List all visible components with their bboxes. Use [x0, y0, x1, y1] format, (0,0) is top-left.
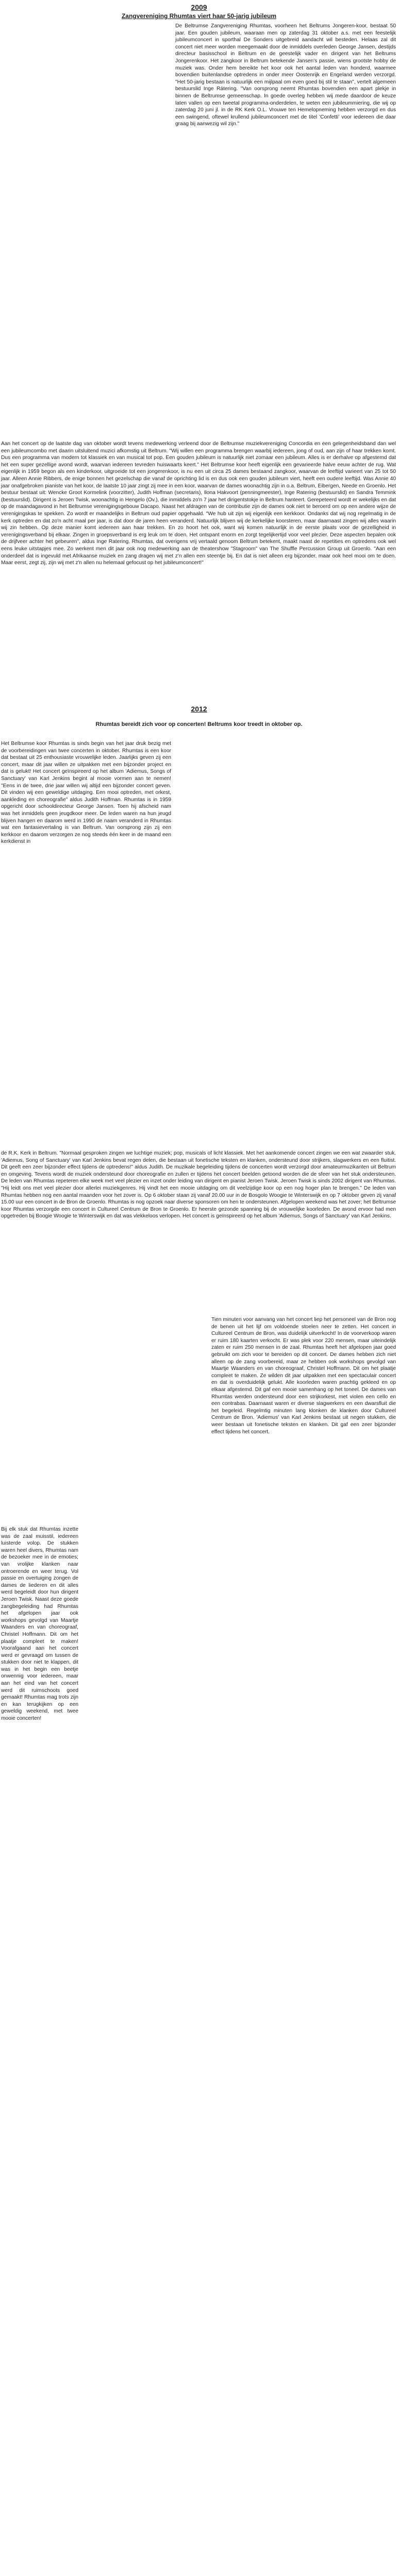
article-headline-2009: Zangvereniging Rhumtas viert haar 50-jarig jubileum — [121, 12, 277, 20]
year-heading-2009: 2009 — [191, 3, 207, 11]
photo-placeholder-2012-c — [1, 1316, 207, 1466]
photo-placeholder-2012-d — [82, 1526, 396, 1637]
photo-placeholder-2009 — [1, 23, 171, 164]
article-paragraph-2012-3: Tien minuten voor aanvang van het concert liep het personeel van de Bron nog de benen uit het lijf om voldoende stoelen neer te zetten. Het concert in Cultureel Centrum de Bron, was duidelijk uitverkocht! In de voorverkoop waren er ruim 180 kaarten verkocht. Er was plek voor 220 mensen, maar uiteindelijk zaten er ruim 250 mensen in de zaal. Rhumtas heeft het afgelopen jaar goed gebruikt om zich voor te bereiden op dit concert. De dames hebben zich niet alleen op de zang voorbereid, maar ze hebben ook workshops gevolgd van Maartje Waanders en van choreograaf, Christel Hoffmann. Dit om het plaatje compleet te maken. Ze wilden dit jaar uitpakken met een spectaculair concert en dat is overduidelijk gelukt. Alle koorleden waren prachtig gekleed en op elkaar afgestemd. Dit gaf een mooie samenhang op het toneel. De dames van Rhumtas werden ondersteund door een strijkorkest, met violen een cello en een contrabas. Daarnaast waren er diverse slagwerkers en een dwarsfluit die het begeleid. Regelmtig minuten lang klonken de klanken door Cultureel Centrum de Bron. 'Adiemus' van Karl Jenkins bestaat uit negen stukken, die weer bestaan uit fonetische teksten en klanken. Dit gaf een zeer bijzonder effect tijdens het concert. — [211, 1317, 396, 1435]
photo-placeholder-2012 — [175, 740, 396, 895]
article-headline-2012: Rhumtas bereidt zich voor op concerten! Beltrums koor treedt in oktober op. — [95, 721, 303, 727]
year-heading-2012: 2012 — [191, 705, 207, 713]
article-paragraph-2009-1: De Beltrumse Zangvereniging Rhumtas, voorheen het Beltrums Jongeren-koor, bestaat 50 jaar. Een gouden jubileum, waaraan men op zaterdag 31 oktober a.s. met een feestelijk jubileumconcert in sporthal De Sonders uitgebreid aandacht wil besteden. Helaas zal dit concert niet meer worden meegemaakt door de inmiddels overleden George Jansen, destijds directeur basisschool in Beltrum en de geestelijk vader en dirigent van het Beltrums Jongerenkoor. Het zangkoor in Beltrum betekende Jansen's passie, wiens grootste hobby de muziek was. Onder hem bereikte het koor ook het aantal leden van honderd, waarmee bovendien buitenlandse optredens in onder meer Oostenrijk en Engeland werden verzorgd. "Het 50-jarig bestaan is natuurlijk een mijlpaal om even goed bij stil te staan", vertelt algemeen bestuurslid Inge Rátering. "Van oorsprong neemt Rhumtas bovendien een apart plekje in binnen de Beltrumse gemeenschap. In goede overleg hebben wij mede daardoor de keuze laten vallen op een tweetal programma-onderdelen, te weten een jubileummiering, die wij op zaterdag 20 juni jl. in de RK Kerk O.L. Vrouwe ten Hemelopneming hebben verzorgd en dus een swingend, oftewel krullend jubileumconcert met de titel 'Confetti' voor iedereen die daar graag bij aanwezig wil zijn." — [175, 23, 396, 127]
photo-placeholder-2012-b — [0, 958, 398, 1128]
article-paragraph-2009-2: Aan het concert op de laatste dag van oktober wordt tevens medewerking verleend door de Beltrumse muziekvereniging Concordia en een gelegenheidsband dan wel een jubileumcombo met daarin uitsluitend muzici afkomstig uit Beltrum. "Wij willen een programma brengen waarbij iedereen, jong of oud, aan zijn of haar trekken komt. Dus een programma van modern tot klassiek en van musical tot pop. Een gouden jubileum is natuurlijk niet zomaar een jubileum. Alles is er derhalve op afgestemd dat het een super gezellige avond wordt, waarvan iedereen tevreden huiswaarts keert." Het Beltrumse koor heeft eigenlijk een gevarieerde halve eeuw achter de rug. Wat eigenlijk in 1959 begon als een kinderkoor, uitgroeide tot een jongerenkoor, is nu een uit circa 25 dames bestaand zangkoor, waarvan de leeftijd varieert van 25 tot 50 jaar. Alleen Annie Ribbers, de enige bonnen het gezelschap die vanaf de oprichting lid is en dus ook een gouden jubileum viert, heeft een oudere leeftijd. Was Annie 40 jaar onafgebroken pianiste van het koor, de laatste 10 jaar zingt zij mee in een koor, waarvan de dames woonachtig zijn in o.a. Beltrum, Eibergen, Neede en Groenlo. Het bestuur bestaat uit: Wencke Groot Kormelink (voorzitter), Judith Hoffman (secretaris), Ilona Hakvoort (penningmeester), Inge Ratering (bestuurslid) en Sandra Temmink (bestuurslid). Dirigent is Jeroen Twisk, woonachtig in Hengelo (Ov.), die inmiddels zo'n 7 jaar het dirigentstokje in Beltrum hanteert. Gerepeteerd wordt er wekelijks en dat op de maandagavond in het Beltrumse verenigingsgebouw Dacapo. Naast het afdragen van de contributie zijn de dames ook niet te beroerd om op een andere wijze de verenigingskas te spekken. Zo wordt er maandelijks in Beltrum oud papier opgehaald. "We hub uit zijn wij eigenlijk een kerkkoor. Ondanks dat wij nog regelmatig in de kerk optreden en dat zo'n acht maal per jaar, is dat door de jaren heen veranderd. Natuurlijk blijven wij de kerkelijke koorsteren, maar daarnaast zingen wij alles waarin wij zin hebben. Op deze manier komt iedereen aan haar trekken. En zo hoort het ook, want wij komen natuurlijk in de eerste plaats voor de gezelligheid in verenigingsverband bij elkaar. Zingen in groepsverband is erg leuk om te doen. Het ontspant enorm en zorgt tegelijkertijd voor veel plezier. Deze aspecten bepalen ook de drijfveer achter het gebeuren", aldus Inge Ratering. Rhumtas, dat overigens vrij vertaald genoom Beltrum betekent, maakt naast de repetities en optredens ook wel eens leuke uitstapjes mee. Zo werkent men dit jaar ook nog medewerking aan de theatershow "Stagroom" van The Shuffle Percussion Group uit Groenlo. "Aan een onderdeel dat is ingevuld met Afrikaanse muziek en zang dragen wij met z'n allen een steentje bij. En dat is niet alleen erg bijzonder, maar ook heel mooi om te doen. Maar eerst, zegt zij, zijn wij met z'n allen nu helemaal gefocust op het jubileumconcert!" — [1, 441, 396, 566]
article-paragraph-2012-2: de R.K. Kerk in Beltrum. "Normaal gesproken zingen we luchtige muziek; pop, musicals of licht klassiek. Met het aankomende concert zingen we een wat zwaarder stuk. 'Adiemus, Song of Sanctuary' van Karl Jenkins bevat regen delen, die bestaan uit fonetische teksten en klanken, ondersteund door strijkers, slagwerkers en een fluitist. Dit geeft een zeer bijzonder effect tijdens de optredens!" aldus Judith. De muzikale begeleiding tijdens de concerten wordt verzorgd door amateurmuzikanten uit Beltrum en omgeving. Tevens wordt de muziek ondersteund door choreografie en zullen er tijdens het concert beelden getoond worden die de sfeer van het stuk ondersteunen. De leden van Rhumtas repeteren elke week met veel plezier en inzet onder leiding van dirigent en pianist Jeroen Twisk. Jeroen Twisk is sinds 2002 dirigent van Rhumtas. "Hij leidt ons met veel plezier door allerlei muziekgenres. Hij vindt het een mooie uitdaging om dit veelzijdige koor op een nog hoger plan te brengen." De leden van Rhumtas hebben nog een aantal maanden voor het zover is. Op 6 oktober staan zij vanaf 20.00 uur in de Bosgolo Woogie te Winterswijk en op 7 oktober geven zij vanaf 15.00 uur een concert in de Bron de Groenlo. Rhumtas is nog opzoek naar diverse sponsoren om hen te ondersteunen. Afgelopen weekend was het zover; het Beltrumse koor Rhumtas verzorgde een concert in Cultureel Centrum de Bron te Groenlo. Er heerste gezonde spanning bij de vrouwelijke koorleden. De avond ervoor had men opgetreden bij Boogie Woogie te Winterswijk en dat was vlekkeloos verlopen. Het concert is geïnspireerd op het album 'Adiemus, Songs of Sanctuary' van Karl Jenkins. — [1, 1150, 396, 1219]
article-paragraph-2012-4: Bij elk stuk dat Rhumtas inzette was de zaal muisstil, iedereen luisterde volop. De stukken waren heel divers, Rhumtas nam de bezoeker mee in de emoties; van vrolijke klanken naar ontroerende en weer terug. Vol passie en overtuiging zongen de dames de liederen en dit alles werd begeleidt door hun dirigent Jeroen Twisk. Naast deze goede zangbegeleiding had Rhumtas het afgelopen jaar ook workshops gevolgd van Maartje Waanders en van choreograaf, Christel Hoffmann. Dit om het plaatje compleet te maken! Voorafgaand aan het concert werd er gevraagd om tussen de stukken door niet te klappen, dit was in het begin een beetje onwennig voor iedereen, maar aan het eind van het concert werd dit ruimschoots goed gemaakt! Rhumtas mag trots zijn en kan terugkijken op een geweldig weekend, met twee mooie concerten! — [1, 1527, 78, 1722]
article-paragraph-2012-1: Het Beltrumse koor Rhumtas is sinds begin van het jaar druk bezig met de voorbereidingen van twee concerten in oktober. Rhumtas is een koor dat bestaat uit 25 enthousiaste vrouwelijke leden. Jaarlijks geven zij een concert, maar dit jaar willen ze uitpakken met een bijzonder project en dat is gelukt! Het concert geïnspireerd op het album 'Adiemus, Songs of Sanctuary' van Karl Jenkins begint al mooie vormen aan te nemen! "Eens in de twee, drie jaar willen wij altijd een bijzonder concert geven. Dit vinden wij een geweldige uitdaging. Een mooi optreden, met orkest, aankleding en choreografie" aldus Judith Hoffman. Rhumtas is in 1959 opgericht door schooldirecteur George Jansen. Toen hij afscheid nam was het inmiddels geen jeugdkoor meer. De leden waren na hun jeugd blijven hangen en daarom werd in 1990 de naam veranderd in Rhumtas wat een fantasievertaling is van Beltrum. Van oorsprong zijn zij een kerkkoor en daarom verzorgen ze nog steeds één keer in de maand een kerkdienst in — [1, 741, 171, 845]
photo-placeholder-2009-b — [0, 268, 398, 438]
